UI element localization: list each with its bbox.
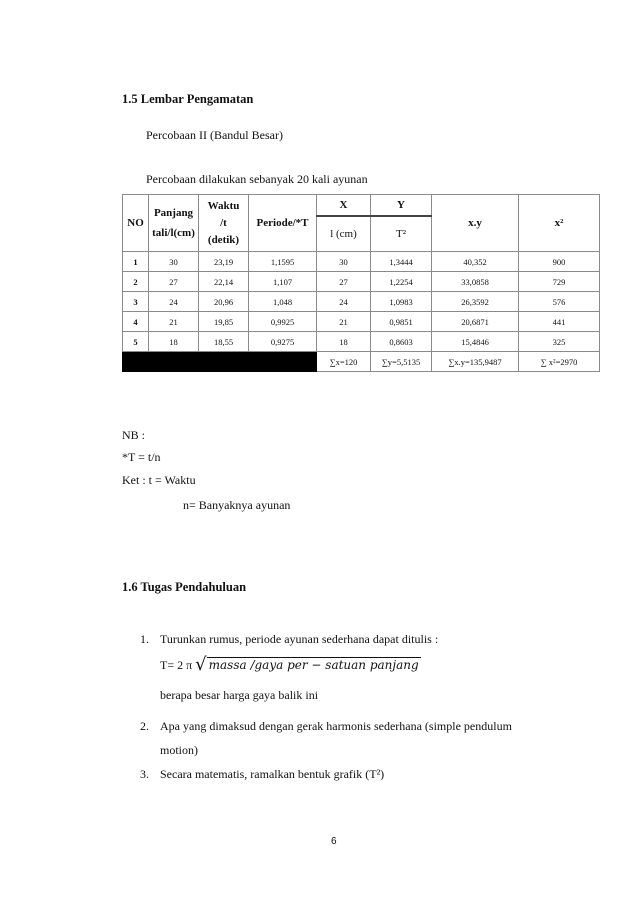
table-row	[123, 272, 600, 292]
cell-x2: 900	[519, 252, 600, 272]
cell-waktu: 20,96	[199, 292, 249, 312]
cell-x2: 576	[519, 292, 600, 312]
cell-no: 3	[123, 292, 149, 312]
cell-xy: 15,4846	[432, 332, 519, 352]
task-number-3: 3.	[140, 767, 149, 781]
period-formula	[160, 653, 421, 674]
formula-radicand: massa /gaya per − satuan panjang	[208, 658, 419, 672]
sum-y: ∑y=5,5135	[371, 352, 432, 372]
experiment-title: Percobaan II (Bandul Besar)	[146, 128, 283, 142]
formula-note: berapa besar harga gaya balik ini	[160, 688, 319, 702]
cell-periode: 1,107	[249, 272, 317, 292]
cell-x: 21	[317, 312, 371, 332]
task-text-1: Turunkan rumus, periode ayunan sederhana dapat ditulis :	[160, 632, 439, 646]
cell-panjang: 30	[149, 252, 199, 272]
cell-panjang: 21	[149, 312, 199, 332]
cell-panjang: 24	[149, 292, 199, 312]
header-no: NO	[123, 195, 149, 252]
experiment-description: Percobaan dilakukan sebanyak 20 kali ayunan	[146, 172, 368, 186]
cell-xy: 20,6871	[432, 312, 519, 332]
cell-no: 4	[123, 312, 149, 332]
cell-periode: 1,048	[249, 292, 317, 312]
table-row	[123, 252, 600, 272]
cell-panjang: 27	[149, 272, 199, 292]
cell-y: 0,9851	[371, 312, 432, 332]
cell-panjang: 18	[149, 332, 199, 352]
sqrt-icon: √	[195, 654, 207, 675]
table-row	[123, 292, 600, 312]
cell-x2: 441	[519, 312, 600, 332]
note-nb: NB :	[122, 428, 146, 442]
formula-prefix: T= 2 π	[160, 658, 193, 672]
cell-x: 30	[317, 252, 371, 272]
header-y: Y	[371, 195, 432, 216]
cell-y: 1,2254	[371, 272, 432, 292]
note-n-definition: n= Banyaknya ayunan	[183, 498, 291, 512]
cell-waktu: 18,55	[199, 332, 249, 352]
header-y-sub: T²	[371, 216, 432, 252]
cell-no: 2	[123, 272, 149, 292]
header-periode: Periode/*T	[249, 195, 317, 252]
cell-x2: 729	[519, 272, 600, 292]
cell-no: 5	[123, 332, 149, 352]
header-panjang: Panjang tali/l(cm)	[149, 195, 199, 252]
table-row	[123, 312, 600, 332]
cell-periode: 0,9275	[249, 332, 317, 352]
cell-y: 1,3444	[371, 252, 432, 272]
section-heading-1-5: 1.5 Lembar Pengamatan	[122, 92, 254, 106]
cell-waktu: 23,19	[199, 252, 249, 272]
cell-periode: 1,1595	[249, 252, 317, 272]
cell-no: 1	[123, 252, 149, 272]
cell-y: 0,8603	[371, 332, 432, 352]
task-text-3: Secara matematis, ramalkan bentuk grafik (T²)	[160, 767, 385, 781]
task-text-2: Apa yang dimaksud dengan gerak harmonis sederhana (simple pendulum	[160, 719, 512, 733]
observation-table	[122, 194, 600, 372]
note-ket: Ket : t = Waktu	[122, 473, 196, 487]
cell-x2: 325	[519, 332, 600, 352]
header-waktu: Waktu /t (detik)	[199, 195, 249, 252]
sum-x2: ∑ x²=2970	[519, 352, 600, 372]
cell-xy: 40,352	[432, 252, 519, 272]
sum-xy: ∑x.y=135,9487	[432, 352, 519, 372]
cell-xy: 33,0858	[432, 272, 519, 292]
header-x-sub: l (cm)	[317, 216, 371, 252]
square-root	[195, 653, 421, 674]
section-heading-1-6: 1.6 Tugas Pendahuluan	[122, 580, 247, 594]
cell-x: 27	[317, 272, 371, 292]
task-number-2: 2.	[140, 719, 149, 733]
sum-row-blank	[123, 352, 317, 372]
cell-xy: 26,3592	[432, 292, 519, 312]
task-number-1: 1.	[140, 632, 149, 646]
task-text-2-continued: motion)	[160, 743, 198, 757]
cell-y: 1,0983	[371, 292, 432, 312]
cell-x: 24	[317, 292, 371, 312]
table-row	[123, 332, 600, 352]
header-x2: x²	[519, 195, 600, 252]
cell-waktu: 22,14	[199, 272, 249, 292]
cell-waktu: 19,85	[199, 312, 249, 332]
page-number: 6	[331, 836, 337, 847]
cell-periode: 0,9925	[249, 312, 317, 332]
sum-x: ∑x=120	[317, 352, 371, 372]
cell-x: 18	[317, 332, 371, 352]
header-x: X	[317, 195, 371, 216]
note-t-definition: *T = t/n	[122, 450, 161, 464]
header-xy: x.y	[432, 195, 519, 252]
